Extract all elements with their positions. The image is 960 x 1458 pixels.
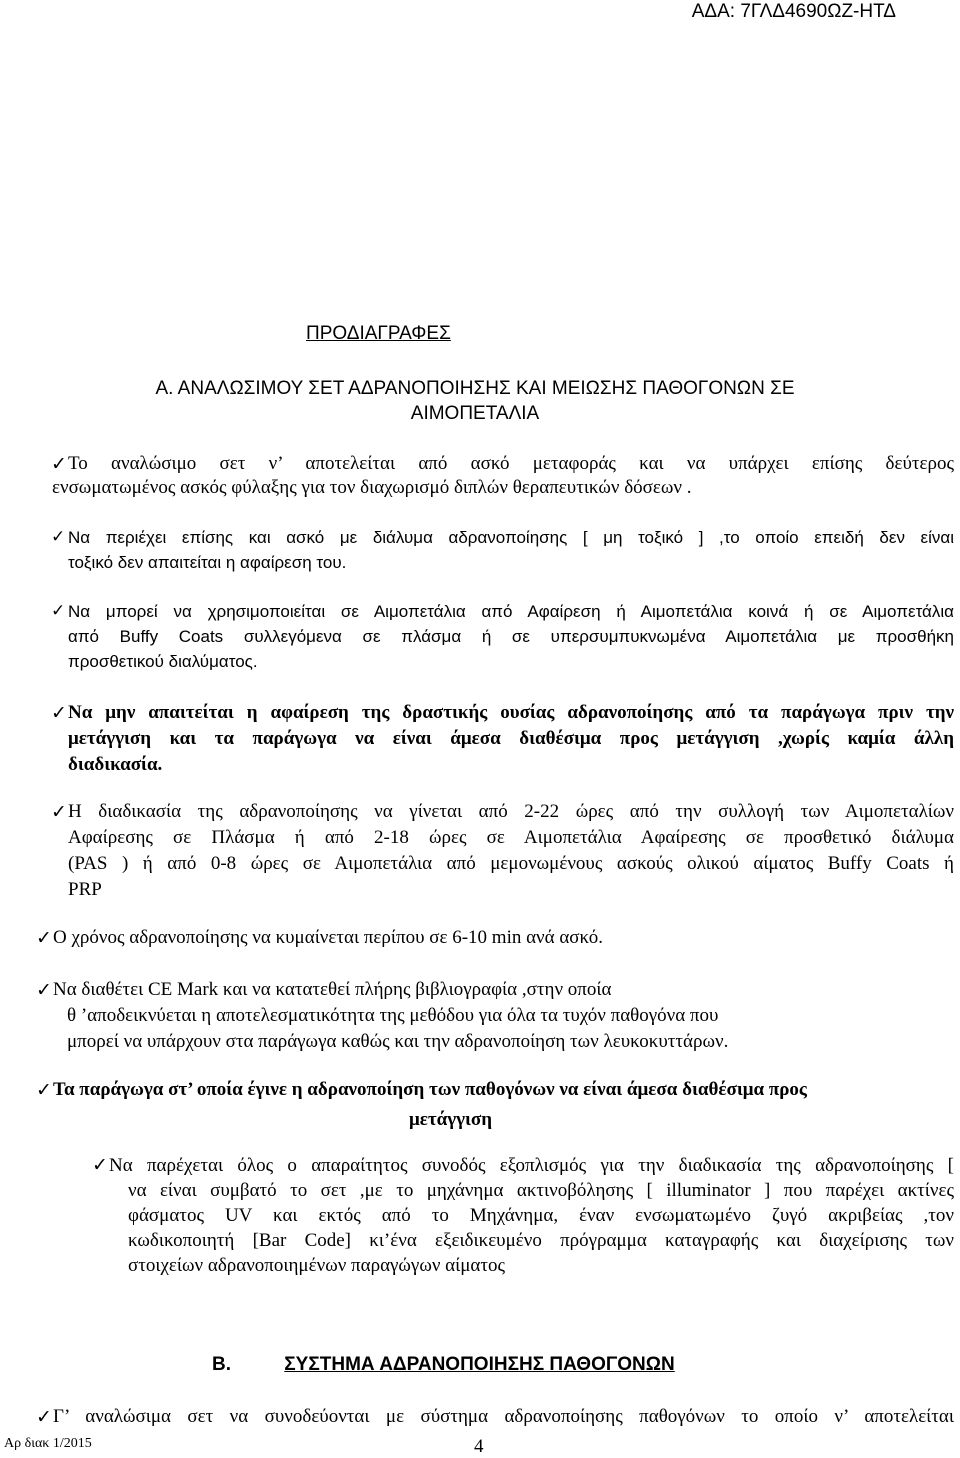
list-item	[36, 1405, 954, 1429]
item-text-line: Να μπορεί να χρησιμοποιείται σε Αιμοπετάλια από Αφαίρεση ή Αιμοπετάλια κοινά ή σε Αιμοπετάλια	[68, 602, 954, 621]
check-icon: ✓	[51, 527, 66, 547]
list-item	[51, 599, 954, 674]
item-text-line: Η διαδικασία της αδρανοποίησης να γίνεται από 2-22 ώρες από την συλλογή των Αιμοπεταλίων	[68, 801, 954, 822]
footer-reference: Αρ διακ 1/2015	[4, 1436, 92, 1451]
item-text-line: Τα παράγωγα στ’ οποία έγινε η αδρανοποίηση των παθογόνων να είναι άμεσα διαθέσιμα προς	[53, 1079, 807, 1100]
item-text-line: ενσωματωμένος ασκός φύλαξης για τον διαχωρισμό διπλών θεραπευτικών δόσεων .	[52, 477, 692, 498]
item-text-line: Γ’ αναλώσιμα σετ να συνοδεύονται με σύστημα αδρανοποίησης παθογόνων το οποίο ν’ αποτελείται	[53, 1406, 954, 1427]
check-icon: ✓	[36, 1079, 52, 1101]
check-icon: ✓	[51, 601, 66, 621]
section-a-heading	[40, 376, 910, 426]
list-item	[51, 452, 954, 500]
item-text-line: διαδικασία.	[68, 754, 163, 775]
item-text-line: Να παρέχεται όλος ο απαραίτητος συνοδός εξοπλισμός για την διαδικασία της αδρανοποίησης [	[109, 1155, 954, 1176]
item-text-line: Να διαθέτει CE Mark και να κατατεθεί πλήρης βιβλιογραφία ,στην οποία	[53, 979, 612, 1000]
check-icon: ✓	[92, 1154, 108, 1176]
list-item	[92, 1153, 954, 1278]
item-text-line: μπορεί να υπάρχουν στα παράγωγα καθώς και την αδρανοποίηση των λευκοκυττάρων.	[67, 1031, 729, 1052]
item-text-line: μετάγγιση και τα παράγωγα να είναι άμεσα διαθέσιμα προς μετάγγιση ,χωρίς καμία άλλη	[68, 728, 954, 749]
item-text-line: θ ’αποδεικνύεται η αποτελεσματικότητα της μεθόδου για όλα τα τυχόν παθογόνα που	[67, 1005, 719, 1026]
item-text-line: Αφαίρεσης σε Πλάσμα ή από 2-18 ώρες σε Αιμοπετάλια Αφαίρεσης σε προσθετικό διάλυμα	[68, 827, 954, 848]
section-b-title: ΣΥΣΤΗΜΑ ΑΔΡΑΝΟΠΟΙΗΣΗΣ ΠΑΘΟΓΟΝΩΝ	[284, 1354, 675, 1375]
item-text-line: κωδικοποιητή [Bar Code] κι’ένα εξειδικευμένο πρόγραμμα καταγραφής και διαχείρισης των	[128, 1230, 954, 1251]
page-number: 4	[474, 1436, 484, 1457]
list-item	[51, 700, 954, 778]
check-icon: ✓	[51, 453, 67, 475]
list-item	[51, 525, 954, 575]
list-item	[36, 1077, 954, 1133]
list-item	[36, 926, 954, 950]
item-text-line: να είναι συμβατό το σετ ,με το μηχάνημα ακτινοβόλησης [ illuminator ] που παρέχει ακτίνες	[128, 1180, 954, 1201]
item-text-line: από Buffy Coats συλλεγόμενα σε πλάσμα ή σε υπερσυμπυκνωμένα Αιμοπετάλια με προσθήκη	[68, 627, 954, 646]
item-text-line: στοιχείων αδρανοποιημένων παραγώγων αίματος	[128, 1255, 506, 1276]
item-text-line: Να μην απαιτείται η αφαίρεση της δραστικής ουσίας αδρανοποίησης από τα παράγωγα πριν την	[68, 702, 954, 723]
item-text-line: Ο χρόνος αδρανοποίησης να κυμαίνεται περίπου σε 6-10 min ανά ασκό.	[53, 927, 603, 948]
item-text-line: μετάγγιση	[409, 1109, 493, 1130]
item-text-line: Το αναλώσιμο σετ ν’ αποτελείται από ασκό μεταφοράς και να υπάρχει επίσης δεύτερος	[68, 453, 954, 474]
section-b-letter: Β.	[212, 1354, 231, 1375]
check-icon: ✓	[36, 927, 52, 949]
ada-code: ΑΔΑ: 7ΓΛΔ4690ΩΖ-ΗΤΔ	[691, 1, 896, 22]
item-text-line: Να περιέχει επίσης και ασκό με διάλυμα αδρανοποίησης [ μη τοξικό ] ,το οποίο επειδή δεν είναι	[68, 528, 954, 547]
check-icon: ✓	[51, 801, 67, 823]
page-title: ΠΡΟΔΙΑΓΡΑΦΕΣ	[306, 323, 451, 344]
section-a-heading-line2: ΑΙΜΟΠΕΤΑΛΙΑ	[410, 403, 540, 424]
list-item	[51, 799, 954, 903]
item-text-line: PRP	[68, 879, 102, 900]
section-a-heading-line1: Α. ΑΝΑΛΩΣΙΜΟΥ ΣΕΤ ΑΔΡΑΝΟΠΟΙΗΣΗΣ ΚΑΙ ΜΕΙΩΣΗΣ ΠΑΘΟΓΟΝΩΝ ΣΕ	[155, 378, 795, 399]
check-icon: ✓	[51, 702, 67, 724]
item-text-line: τοξικό δεν απαιτείται η αφαίρεση του.	[68, 553, 347, 572]
item-text-line: προσθετικού διαλύματος.	[68, 652, 258, 671]
check-icon: ✓	[36, 979, 52, 1001]
item-text-line: φάσματος UV και εκτός από το Μηχάνημα, έναν ενσωματωμένο ζυγό ακριβείας ,τον	[128, 1205, 954, 1226]
section-b-heading	[212, 1354, 675, 1376]
list-item	[36, 977, 954, 1055]
check-icon: ✓	[36, 1406, 52, 1428]
item-text-line: (PAS ) ή από 0-8 ώρες σε Αιμοπετάλια από μεμονωμένους ασκούς ολικού αίματος Buffy Coats ή	[68, 853, 954, 874]
